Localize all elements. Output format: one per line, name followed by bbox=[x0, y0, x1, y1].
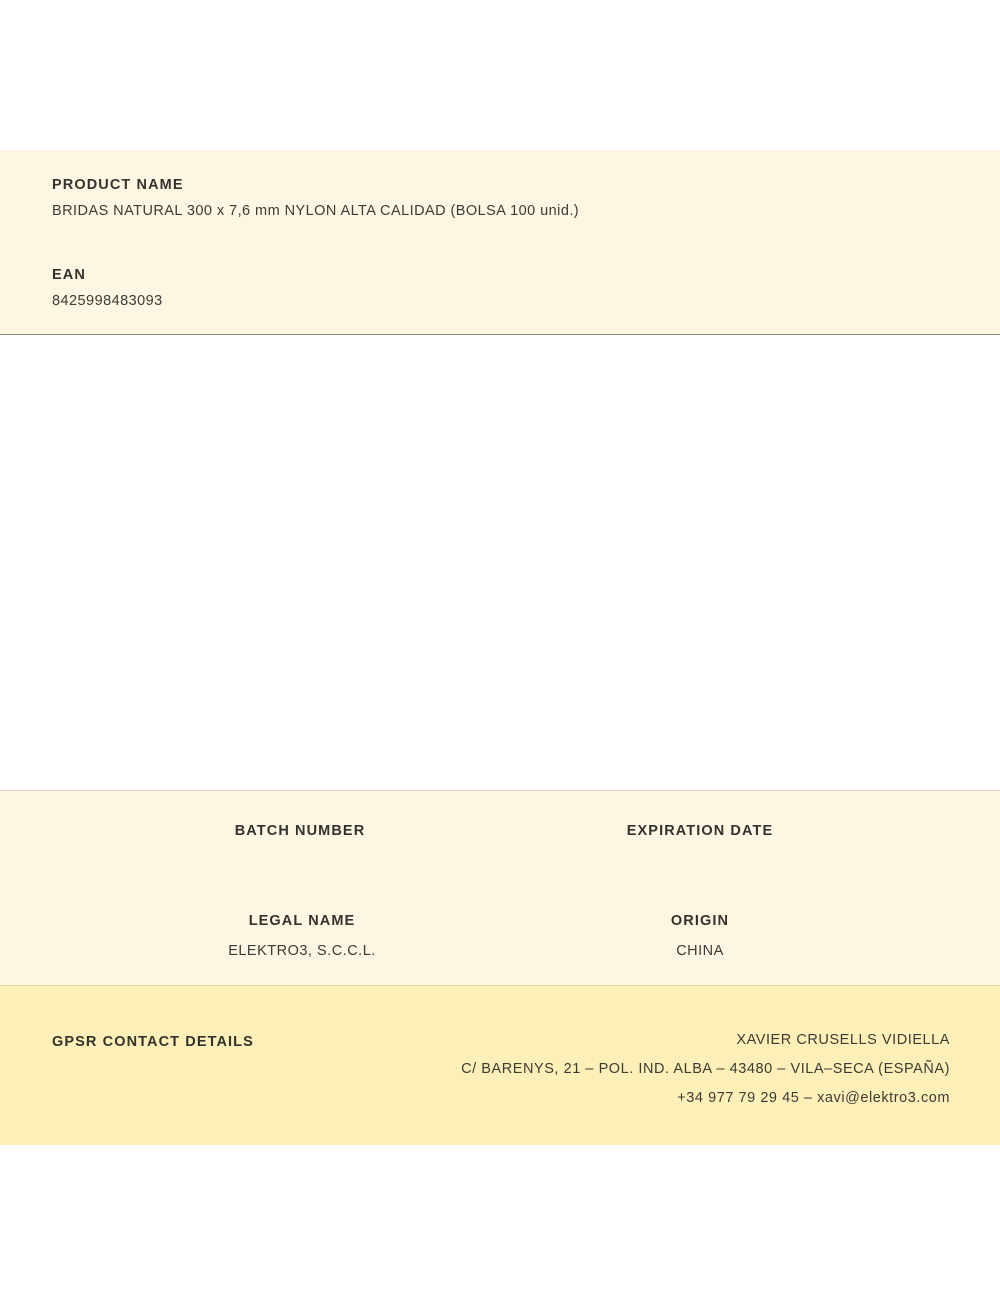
origin-value: CHINA bbox=[676, 943, 724, 959]
ean-field bbox=[52, 267, 163, 309]
gpsr-contact-address: C/ BARENYS, 21 – POL. IND. ALBA – 43480 – VILA–SECA (ESPAÑA) bbox=[461, 1061, 950, 1077]
origin-field bbox=[550, 913, 850, 959]
gpsr-contact-section bbox=[0, 985, 1000, 1145]
gpsr-contact-name: XAVIER CRUSELLS VIDIELLA bbox=[736, 1032, 950, 1048]
ean-value: 8425998483093 bbox=[52, 293, 163, 309]
expiration-date-label: EXPIRATION DATE bbox=[626, 823, 774, 839]
product-name-field bbox=[52, 177, 579, 219]
product-name-value: BRIDAS NATURAL 300 x 7,6 mm NYLON ALTA CALIDAD (BOLSA 100 unid.) bbox=[52, 203, 580, 219]
gpsr-contact-phone-email: +34 977 79 29 45 – xavi@elektro3.com bbox=[677, 1090, 950, 1106]
origin-label: ORIGIN bbox=[670, 913, 730, 929]
product-details-section bbox=[0, 150, 1000, 335]
legal-name-label: LEGAL NAME bbox=[248, 913, 356, 929]
gpsr-contact-label: GPSR CONTACT DETAILS bbox=[52, 1034, 254, 1050]
legal-name-field bbox=[152, 913, 452, 959]
content-whitespace bbox=[0, 335, 1000, 790]
top-whitespace bbox=[0, 0, 1000, 150]
batch-number-label: BATCH NUMBER bbox=[234, 823, 366, 839]
gpsr-contact-details bbox=[461, 1032, 950, 1106]
ean-label: EAN bbox=[52, 267, 86, 283]
batch-legal-section bbox=[0, 790, 1000, 985]
batch-number-field bbox=[150, 823, 450, 853]
legal-name-value: ELEKTRO3, S.C.C.L. bbox=[228, 943, 376, 959]
product-name-label: PRODUCT NAME bbox=[52, 177, 184, 193]
bottom-whitespace bbox=[0, 1145, 1000, 1300]
expiration-date-field bbox=[550, 823, 850, 853]
